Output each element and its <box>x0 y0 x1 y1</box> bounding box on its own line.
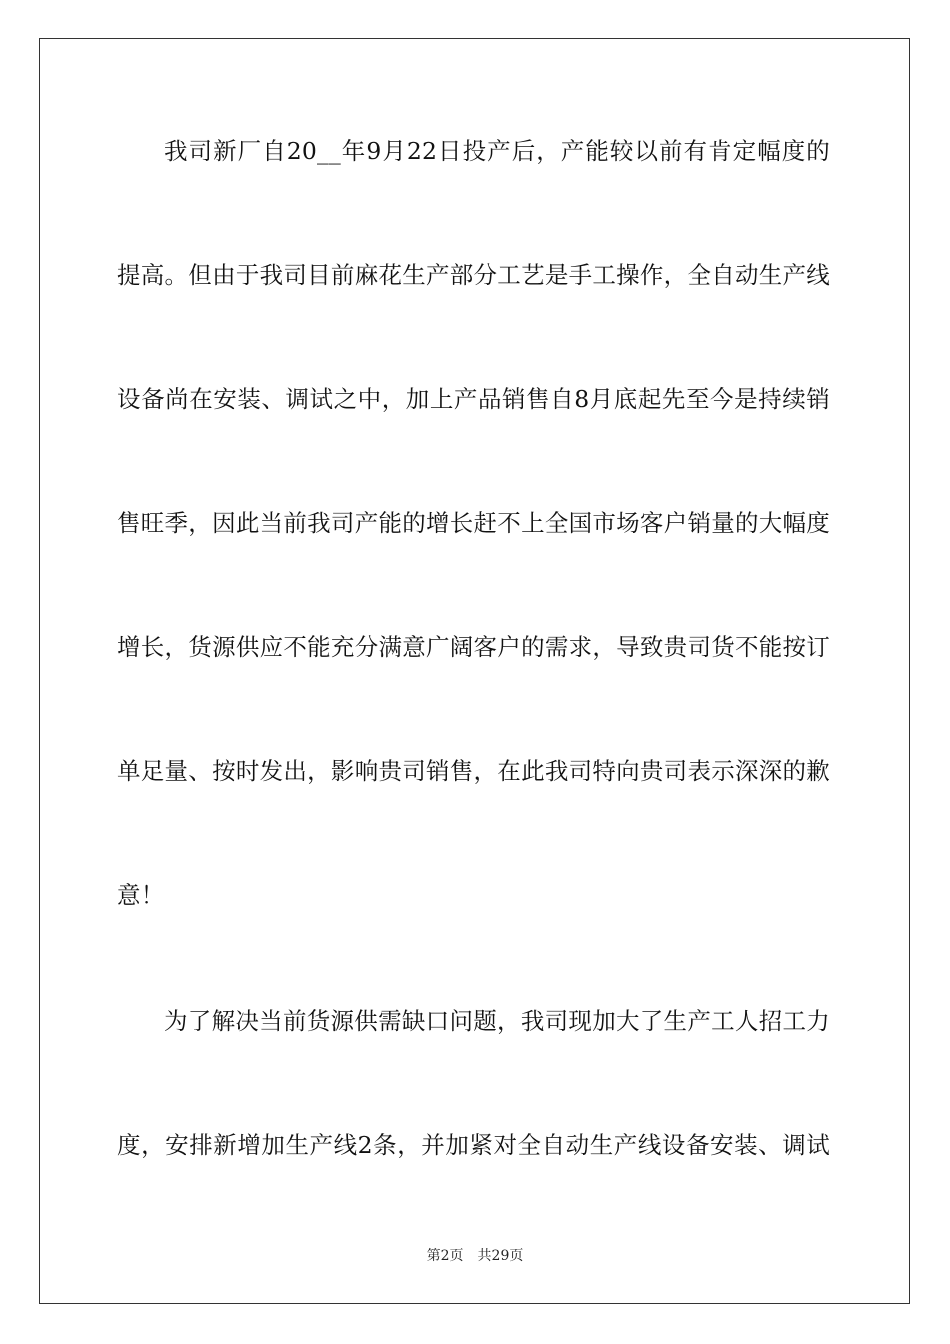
page-number-footer: 第2页 共29页 <box>426 1248 524 1264</box>
paragraph-1-line-5: 增长，货源供应不能充分满意广阔客户的需求，导致贵司货不能按订 <box>117 633 830 661</box>
paragraph-2-line-2: 度，安排新增加生产线2条，并加紧对全自动生产线设备安装、调试 <box>117 1131 830 1159</box>
paragraph-1-line-7: 意！ <box>117 881 165 909</box>
page-border <box>39 38 910 1304</box>
paragraph-1-line-4: 售旺季，因此当前我司产能的增长赶不上全国市场客户销量的大幅度 <box>117 509 830 537</box>
paragraph-2-line-1: 为了解决当前货源供需缺口问题，我司现加大了生产工人招工力 <box>164 1007 830 1035</box>
paragraph-1-line-6: 单足量、按时发出，影响贵司销售，在此我司特向贵司表示深深的歉 <box>117 757 830 785</box>
paragraph-1-line-1: 我司新厂自20__年9月22日投产后，产能较以前有肯定幅度的 <box>164 137 830 165</box>
paragraph-1-line-2: 提高。但由于我司目前麻花生产部分工艺是手工操作，全自动生产线 <box>117 261 830 289</box>
paragraph-1-line-3: 设备尚在安装、调试之中，加上产品销售自8月底起先至今是持续销 <box>117 385 830 413</box>
